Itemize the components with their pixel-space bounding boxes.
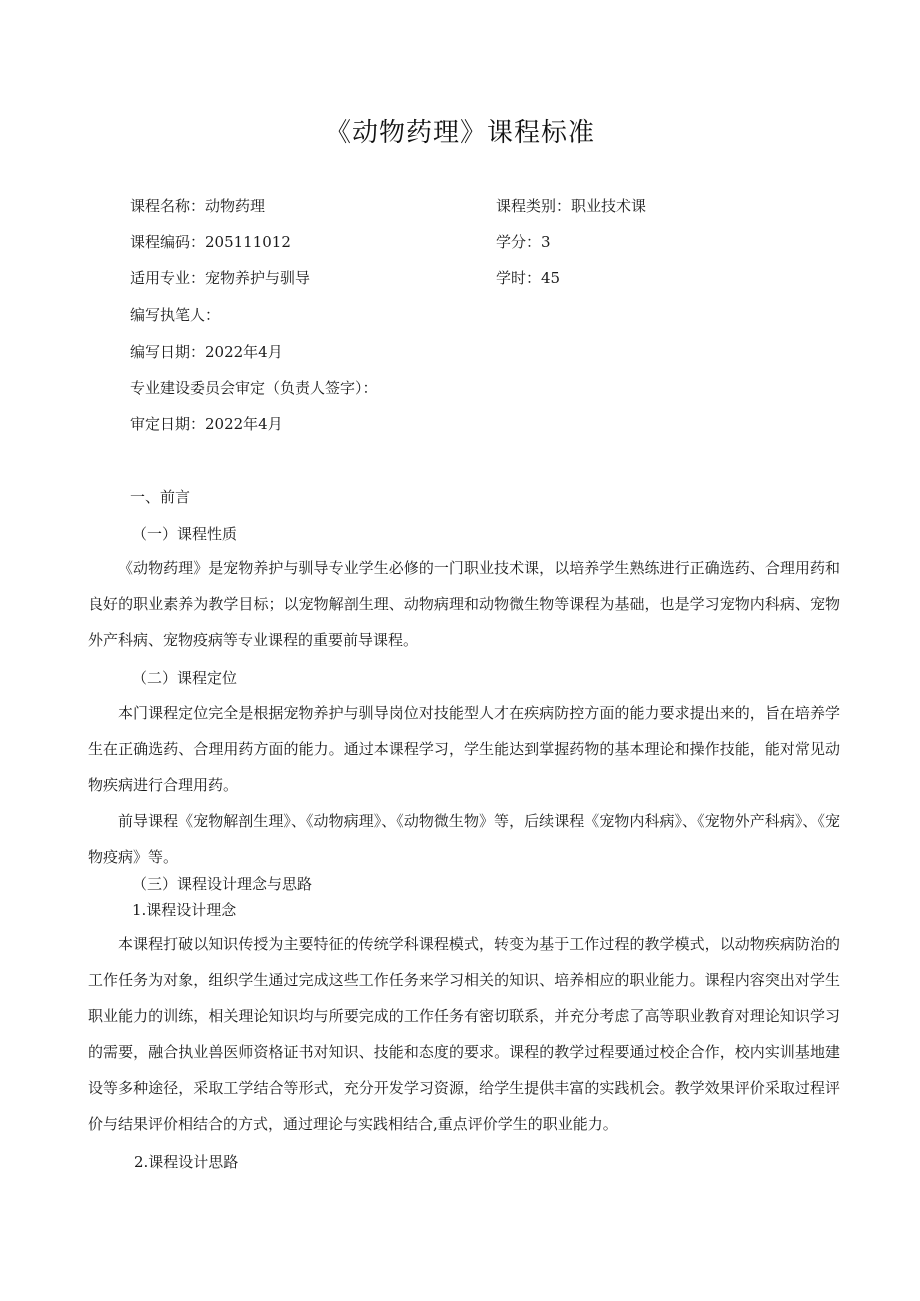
write-date: 编写日期：2022年4月 [130, 343, 283, 361]
section-heading-preface: 一、前言 [130, 488, 191, 506]
subsection-heading-positioning: （二）课程定位 [132, 669, 238, 687]
class-hours: 学时：45 [496, 269, 561, 287]
course-code: 课程编码：205111012 [130, 233, 291, 251]
paragraph-course-nature: 《动物药理》是宠物养护与驯导专业学生必修的一门职业技术课，以培养学生熟练进行正确选药、合理用药和良好的职业素养为教学目标；以宠物解剖生理、动物病理和动物微生物等课程为基础，也是学习宠物内科病、宠物外产科病、宠物疫病等专业课程的重要前导课程。 [88, 559, 840, 649]
review-date: 审定日期：2022年4月 [130, 415, 283, 433]
committee-review: 专业建设委员会审定（负责人签字）： [130, 379, 378, 397]
course-type: 课程类别：职业技术课 [496, 197, 647, 215]
paragraph-design-concept: 本课程打破以知识传授为主要特征的传统学科课程模式，转变为基于工作过程的教学模式，以动物疾病防治的工作任务为对象，组织学生通过完成这些工作任务来学习相关的知识、培养相应的职业能力。课程内容突出对学生职业能力的训练，相关理论知识均与所要完成的工作任务有密切联系，并充分考虑了高等职业教育对理论知识学习的需要，融合执业兽医师资格证书对知识、技能和态度的要求。课程的教学过程要通过校企合作，校内实训基地建设等多种途径，采取工学结合等形式，充分开发学习资源，给学生提供丰富的实践机会。教学效果评价采取过程评价与结果评价相结合的方式，通过理论与实践相结合,重点评价学生的职业能力。 [88, 935, 840, 1133]
author: 编写执笔人： [130, 306, 221, 324]
design-concept-heading: 1.课程设计理念 [132, 901, 237, 919]
design-approach-heading: 2.课程设计思路 [134, 1153, 239, 1171]
paragraph-prerequisite-courses: 前导课程《宠物解剖生理》、《动物病理》、《动物微生物》等，后续课程《宠物内科病》、《宠物外产科病》、《宠物疫病》等。 [88, 812, 840, 866]
credits: 学分：3 [496, 233, 551, 251]
subsection-heading-design: （三）课程设计理念与思路 [132, 875, 313, 893]
course-name: 课程名称：动物药理 [130, 197, 266, 215]
subsection-heading-nature: （一）课程性质 [132, 525, 238, 543]
paragraph-course-positioning: 本门课程定位完全是根据宠物养护与驯导岗位对技能型人才在疾病防控方面的能力要求提出来的，旨在培养学生在正确选药、合理用药方面的能力。通过本课程学习，学生能达到掌握药物的基本理论和操作技能，能对常见动物疾病进行合理用药。 [88, 704, 840, 794]
applicable-major: 适用专业：宠物养护与驯导 [130, 269, 311, 287]
page-title: 《动物药理》课程标准 [324, 118, 595, 148]
